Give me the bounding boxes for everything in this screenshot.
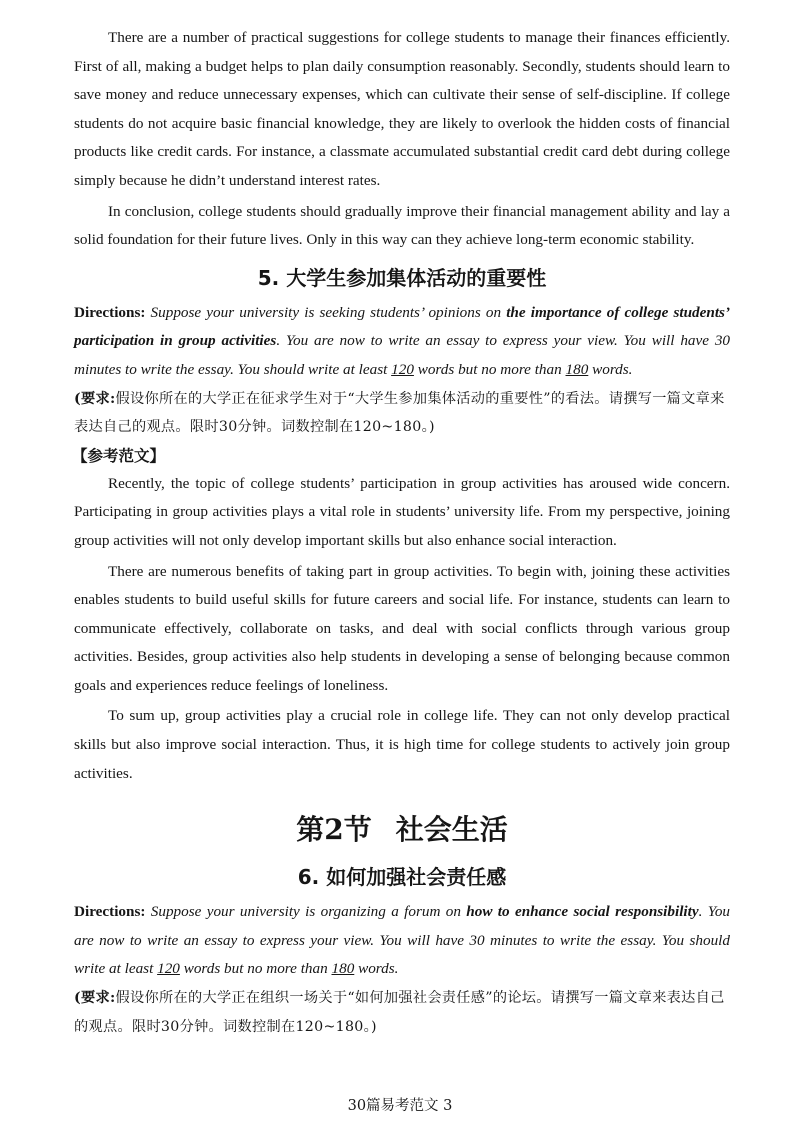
- page-content: [74, 24, 730, 1041]
- section-6-title: 6. 如何加强社会责任感: [297, 865, 507, 890]
- min-word-count: 120: [157, 960, 180, 978]
- section-5-requirements: (要求:假设你所在的大学正在征求学生对于“大学生参加集体活动的重要性”的看法。请撰写一篇文章来表达自己的观点。限时30分钟。词数控制在120~180。): [74, 390, 725, 436]
- chapter-heading: [74, 810, 730, 850]
- section-5-title: 5. 大学生参加集体活动的重要性: [257, 265, 547, 290]
- requirements-label: (要求:: [74, 390, 116, 407]
- essay-paragraph-3: To sum up, group activities play a crucial role in college life. They can not only develop practical skills but also improve social interaction. Thus, it is high time for college students to actively join group activities.: [74, 707, 730, 782]
- directions-label: Directions:: [74, 303, 146, 321]
- paragraph-finance-suggestions: There are a number of practical suggestions for college students to manage their finances efficiently. First of all, making a budget helps to plan daily consumption reasonably. Secondly, students should learn to save money and reduce unnecessary expenses, which can cultivate their sense of self-discipline. If college students do not acquire basic financial knowledge, they are likely to overlook the hidden costs of financial products like credit cards. For instance, a classmate accumulated substantial credit card debt during college simply because he didn’t understand interest rates.: [74, 29, 730, 189]
- essay-topic: how to enhance social responsibility: [466, 903, 699, 921]
- paragraph-finance-conclusion: In conclusion, college students should gradually improve their financial management ability and lay a solid foundation for their future lives. Only in this way can they achieve long-term economic stability.: [74, 202, 730, 249]
- max-word-count: 180: [331, 960, 355, 978]
- section-5-directions: Directions: Suppose your university is seeking students’ opinions on the importance of college students’ participation in group activities. You are now to write an essay to express your view. You will have 30 minutes to write the essay. You should write at least 120 words but no more than 180 words.: [74, 303, 731, 378]
- min-word-count: 120: [391, 360, 414, 378]
- directions-label: Directions:: [74, 903, 146, 921]
- section-6-directions: Directions: Suppose your university is organizing a forum on how to enhance social responsibility. You are now to write an essay to express your view. You will have 30 minutes to write the essay. You should write at least 120 words but no more than 180 words.: [74, 903, 730, 978]
- chapter-title: 社会生活: [395, 813, 508, 847]
- essay-paragraph-1: Recently, the topic of college students’ participation in group activities has aroused wide concern. Participating in group activities plays a vital role in students’ university life. From my perspective, joining group activities will not only develop important skills but also enhance social interaction.: [74, 474, 730, 549]
- reference-essay-label: 【参考范文】: [72, 446, 166, 465]
- requirements-label: (要求:: [74, 990, 116, 1007]
- chapter-number: 第2节: [296, 813, 372, 847]
- essay-paragraph-2: There are numerous benefits of taking part in group activities. To begin with, joining these activities enables students to build useful skills for future careers and social life. For instance, students can learn to communicate effectively, collaborate on tasks, and deal with social conflicts through various group activities. Besides, group activities also help students in developing a sense of belonging because common goals and experiences reduce feelings of loneliness.: [74, 562, 730, 694]
- section-6-requirements: (要求:假设你所在的大学正在组织一场关于“如何加强社会责任感”的论坛。请撰写一篇文章来表达自己的观点。限时30分钟。词数控制在120~180。): [74, 990, 725, 1035]
- page-footer: 30篇易考范文 3: [347, 1098, 453, 1114]
- essay-topic: the importance of college students’ participation in group activities: [74, 303, 731, 350]
- max-word-count: 180: [565, 360, 589, 378]
